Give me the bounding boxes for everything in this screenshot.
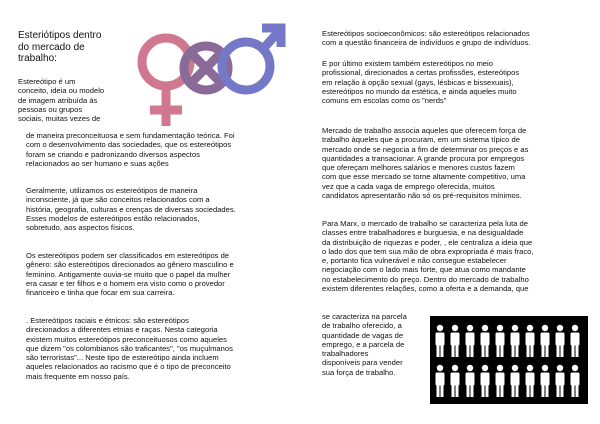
worker-figure-icon xyxy=(556,325,565,357)
worker-figure-icon xyxy=(451,325,460,357)
worker-figure-icon xyxy=(481,365,490,397)
paragraph-unconscious: Geralmente, utilizamos os estereótipos de maneira inconsciente, já que são conceitos relacionados com a história, geografia, culturas e crenças de diversas sociedades. Esses modelos de estereótipos estão relacionados, sobretudo, aos aspectos físicos. xyxy=(26,186,236,233)
page-title: Esteriótipos dentro do mercado de trabalho: xyxy=(18,30,102,64)
worker-figure-icon xyxy=(511,325,520,357)
worker-figure-icon xyxy=(496,365,505,397)
paragraph-supply: se caracteriza na parcela de trabalho oferecido, a quantidade de vagas de emprego, e a parcela de trabalhadores disponíveis para vender sua força de trabalho. xyxy=(322,312,407,377)
paragraph-labor-market: Mercado de trabalho associa aqueles que oferecem força de trabalho àqueles que a procuram, em um sistema típico de mercado onde se negocia a fim de determinar os preços e as quantidades a transacionar. A grande procura por empregos que ofereçam melhores salários e menores custos fazem com que esse mercado se torne altamente competitivo, uma vez que a cada vaga de emprego oferecida, muitos candidatos apresentarão não só os pré-requisitos mínimos. xyxy=(322,126,529,201)
worker-figure-icon xyxy=(541,365,550,397)
worker-figure-icon xyxy=(526,365,535,397)
worker-figure-icon xyxy=(526,325,535,357)
worker-figure-icon xyxy=(481,325,490,357)
worker-figure-icon xyxy=(496,325,505,357)
worker-figure-icon xyxy=(466,325,475,357)
paragraph-racial: . Estereótipos raciais e étnicos: são estereótipos direcionados a diferentes etnias e raças. Nesta categoria existem muitos estereótipos preconceituosos como aqueles que dizem "os colombianos são traficantes", "os muçulmanos são terroristas"... Neste tipo de estereótipo ainda incluem aqueles relacionados ao racismo que é o tipo de preconceito mais frequente em nosso país. xyxy=(26,316,233,381)
worker-figure-icon xyxy=(511,365,520,397)
paragraph-marx: Para Marx, o mercado de trabalho se caracteriza pela luta de classes entre trabalhadores e burguesia, e na desigualdade da distribuição de riquezas e poder, , ele centraliza a ideia que o lado dos que tem sua mão de obra expropriada é mais fraco, e, portanto fica vulnerável e não consegue estabelecer negociação com o lado mais forte, que atua como mandante no estabelecimento do preço. Dentro do mercado de trabalho existem diferentes relações, como a oferta e a demanda, que xyxy=(322,219,534,294)
workers-image xyxy=(430,316,588,404)
worker-figure-icon xyxy=(436,365,445,397)
paragraph-professional: E por último existem também estereótipos no meio profissional, direcionados a certas profissões, estereótipos em relação à opção sexual (gays, lésbicas e bissexuais), estereótipos no mundo da estética, e ainda aqueles muito comuns em escolas como os "nerds" xyxy=(322,59,520,106)
worker-figure-icon xyxy=(436,325,445,357)
paragraph-socioeconomic: Estereótipos socioeconômicos: são estereótipos relacionados com a questão financeira de indivíduos e grupo de indivíduos. xyxy=(322,29,531,48)
paragraph-definition-intro: Estereótipo é um conceito, ideia ou modelo de imagem atribuída às pessoas ou grupos sociais, muitas vezes de xyxy=(18,77,105,124)
paragraph-definition-cont: de maneira preconceituosa e sem fundamentação teórica. Foi com o desenvolvimento das sociedades, que os estereótipos foram se criando e padronizando diversos aspectos relacionados ao ser humano e suas ações xyxy=(26,131,235,168)
female-symbol-icon xyxy=(142,38,190,126)
paragraph-gender: Os estereótipos podem ser classificados em estereótipos de gênero: são estereótipos direcionados ao gênero masculino e feminino. Antigamente ouvia-se muito que o papel da mulher era casar e ter filhos e o homem era visto como o provedor financeiro e tinha que focar em sua carreira. xyxy=(26,251,234,298)
worker-figure-icon xyxy=(541,325,550,357)
worker-figure-icon xyxy=(571,365,580,397)
worker-figure-icon xyxy=(451,365,460,397)
worker-figure-icon xyxy=(556,365,565,397)
worker-figure-icon xyxy=(571,325,580,357)
gender-symbols-logo xyxy=(128,18,288,130)
worker-figure-icon xyxy=(466,365,475,397)
